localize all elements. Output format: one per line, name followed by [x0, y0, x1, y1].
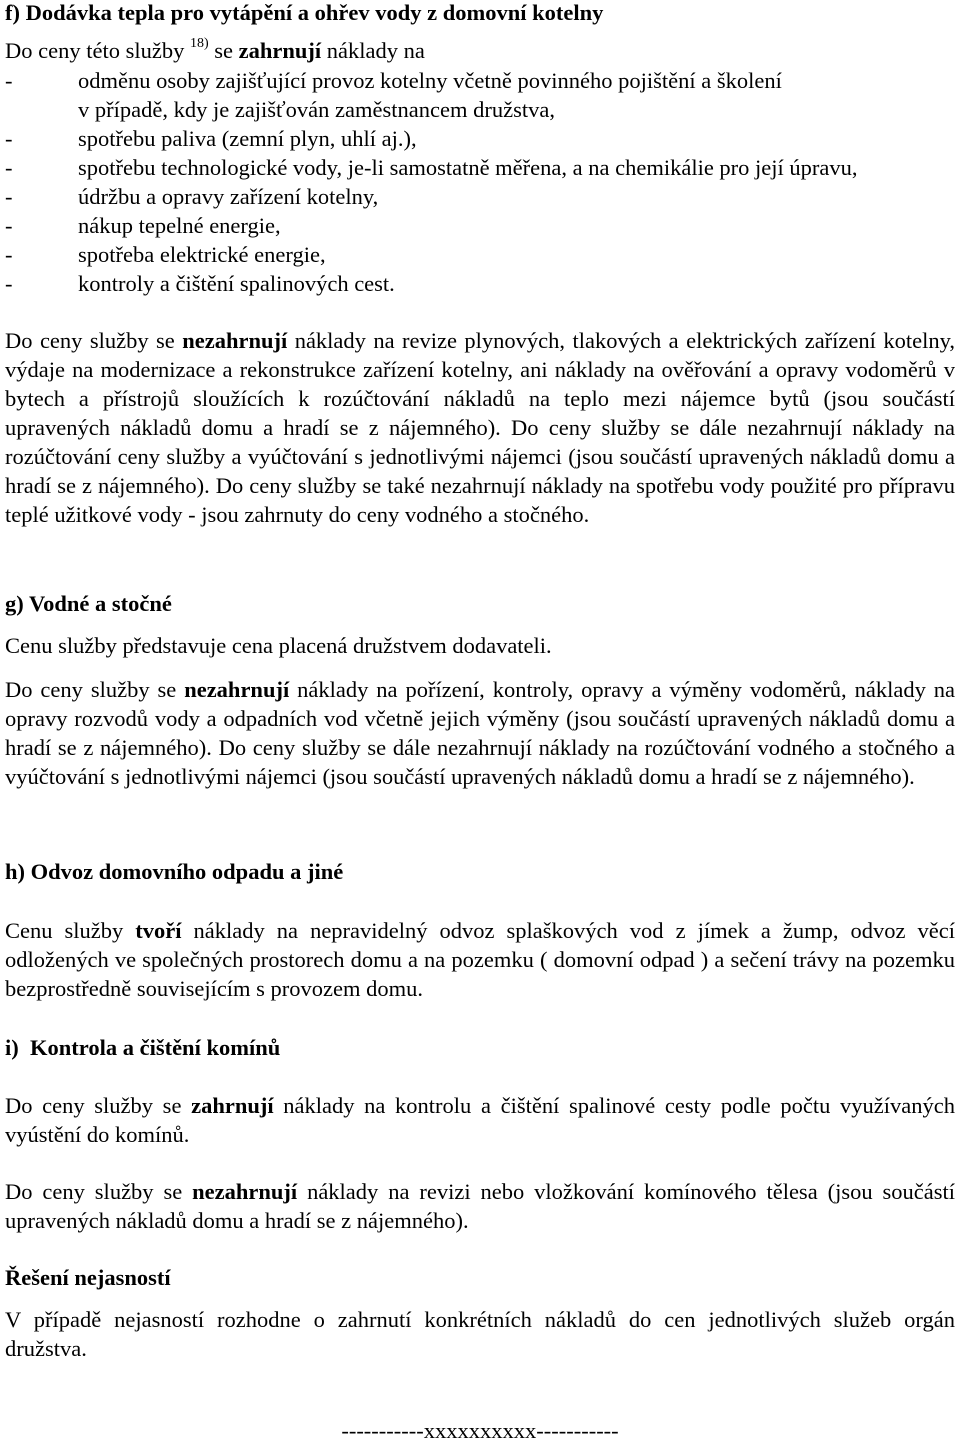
- paragraph-text: náklady na revizi nebo vložkování komínového tělesa (jsou součástí upravených nákladů domu a hradí se z nájemného).: [5, 1179, 955, 1233]
- paragraph-text: náklady na pořízení, kontroly, opravy a výměny vodoměrů, náklady na opravy rozvodů vody a odpadních vod včetně jejich výměny (jsou součástí upravených nákladů domu a hradí se z nájemného). Do ceny služby se dále nezahrnují náklady na rozúčtování vodného a stočného a vyúčtování s jednotlivými nájemci (jsou součástí upravených nákladů domu a hradí se z nájemného).: [5, 677, 955, 789]
- list-item-text: spotřebu paliva (zemní plyn, uhlí aj.),: [78, 126, 417, 151]
- section-g-exclusions: [5, 675, 955, 791]
- list-item-text: údržbu a opravy zařízení kotelny,: [78, 184, 379, 209]
- footnote-ref: 18): [189, 35, 209, 51]
- intro-text: náklady na: [321, 38, 425, 63]
- list-item-text: kontroly a čištění spalinových cest.: [78, 271, 395, 296]
- paragraph-text: Cenu služby: [5, 918, 136, 943]
- list-dash: -: [5, 271, 13, 296]
- paragraph-text: Do ceny služby se: [5, 1179, 193, 1204]
- list-dash: -: [5, 126, 13, 151]
- intro-text: Do ceny této služby: [5, 38, 190, 63]
- list-item: [5, 211, 955, 240]
- section-f-intro: [5, 36, 425, 65]
- section-h-heading: h) Odvoz domovního odpadu a jiné: [5, 859, 344, 884]
- list-item: [5, 269, 955, 298]
- paragraph-bold: nezahrnují: [192, 1179, 298, 1204]
- list-item-text: spotřeba elektrické energie,: [78, 242, 326, 267]
- paragraph-text: náklady na nepravidelný odvoz splaškových vod z jímek a žump, odvoz věcí odložených ve společných prostorech domu a na pozemku ( domovní odpad ) a sečení trávy na pozemku bezprostředně souvisejícím s provozem domu.: [5, 918, 955, 1001]
- list-item: [5, 153, 955, 182]
- list-dash: -: [5, 155, 13, 180]
- list-item-text: spotřebu technologické vody, je-li samostatně měřena, a na chemikálie pro její úpravu,: [78, 155, 858, 180]
- list-item: [5, 124, 955, 153]
- intro-text: se: [208, 38, 239, 63]
- paragraph-text: Do ceny služby se: [5, 1093, 192, 1118]
- end-separator: -----------xxxxxxxxxx-----------: [341, 1418, 619, 1443]
- paragraph-text: Do ceny služby se: [5, 677, 185, 702]
- paragraph-bold: nezahrnují: [182, 328, 288, 353]
- paragraph-text: Do ceny služby se: [5, 328, 183, 353]
- resolution-body: V případě nejasností rozhodne o zahrnutí konkrétních nákladů do cen jednotlivých služeb orgán družstva.: [5, 1307, 955, 1361]
- section-f-exclusions: [5, 326, 955, 529]
- list-item: [5, 240, 955, 269]
- section-f-cost-list: [5, 66, 955, 298]
- list-item-text: odměnu osoby zajišťující provoz kotelny včetně povinného pojištění a školení: [78, 68, 782, 93]
- list-item: [5, 182, 955, 211]
- list-item-text: v případě, kdy je zajišťován zaměstnancem družstva,: [78, 97, 555, 122]
- list-item: [5, 66, 955, 124]
- intro-bold: zahrnují: [238, 38, 322, 63]
- section-i-exclusions: [5, 1177, 955, 1235]
- section-f-heading: f) Dodávka tepla pro vytápění a ohřev vody z domovní kotelny: [5, 0, 604, 25]
- section-g-heading: g) Vodné a stočné: [5, 591, 172, 616]
- list-dash: -: [5, 213, 13, 238]
- paragraph-bold: nezahrnují: [184, 677, 290, 702]
- resolution-heading: Řešení nejasností: [5, 1265, 171, 1290]
- section-i-heading: i) Kontrola a čištění komínů: [5, 1035, 281, 1060]
- paragraph-text: náklady na kontrolu a čištění spalinové cesty podle počtu využívaných vyústění do komínů.: [5, 1093, 955, 1147]
- paragraph-text: náklady na revize plynových, tlakových a elektrických zařízení kotelny, výdaje na modernizace a rekonstrukce zařízení kotelny, ani náklady na ověřování a opravy vodoměrů v bytech a přístrojů sloužících k rozúčtování nákladů na teplo mezi nájemce bytů (jsou součástí upravených nákladů domu a hradí se z nájemného). Do ceny služby se dále nezahrnují náklady na rozúčtování ceny služby a vyúčtování s jednotlivými nájemci (jsou součástí upravených nákladů domu a hradí se z nájemného). Do ceny služby se také nezahrnují náklady na spotřebu vody použité pro přípravu teplé užitkové vody - jsou zahrnuty do ceny vodného a stočného.: [5, 328, 955, 527]
- section-i-inclusions: [5, 1091, 955, 1149]
- list-dash: -: [5, 184, 13, 209]
- list-dash: -: [5, 68, 13, 93]
- section-g-price: Cenu služby představuje cena placená družstvem dodavateli.: [5, 633, 552, 658]
- section-h-body: [5, 916, 955, 1003]
- list-item-text: nákup tepelné energie,: [78, 213, 281, 238]
- paragraph-bold: zahrnují: [191, 1093, 274, 1118]
- list-dash: -: [5, 242, 13, 267]
- paragraph-bold: tvoří: [135, 918, 182, 943]
